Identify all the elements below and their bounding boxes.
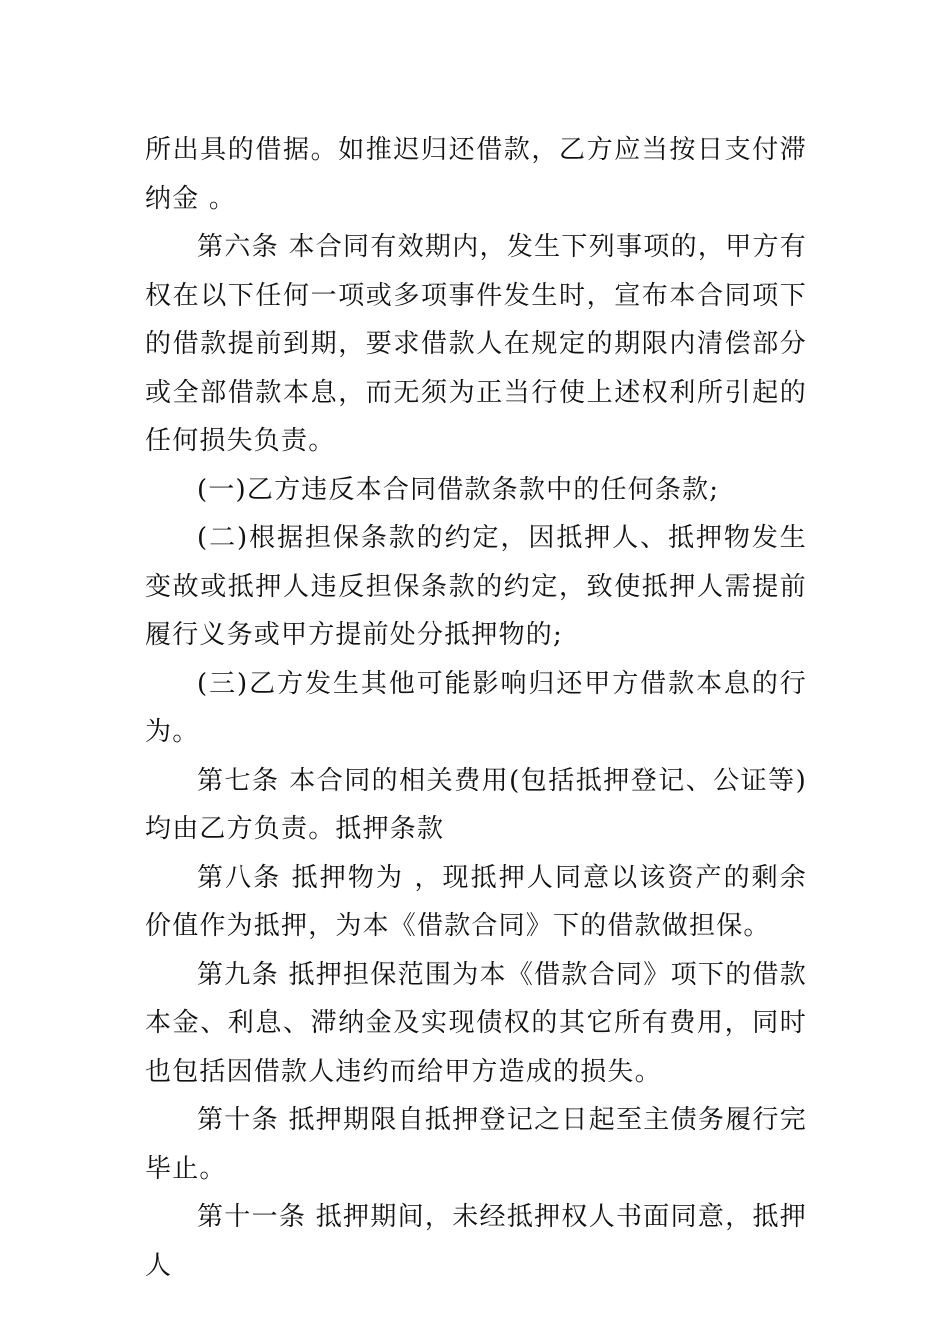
paragraph-article-11: 第十一条 抵押期间，未经抵押权人书面同意，抵押人	[145, 1202, 807, 1281]
paragraph-article-10: 第十条 抵押期限自抵押登记之日起至主债务履行完毕止。	[145, 1105, 807, 1184]
paragraph-article-8: 第八条 抵押物为 ，现抵押人同意以该资产的剩余价值作为抵押，为本《借款合同》下的借款做担保。	[145, 862, 807, 941]
paragraph-item-1: (一)乙方违反本合同借款条款中的任何条款;	[197, 474, 720, 505]
paragraph-article-6: 第六条 本合同有效期内，发生下列事项的，甲方有权在以下任何一项或多项事件发生时，宣布本合同项下的借款提前到期，要求借款人在规定的期限内清偿部分或全部借款本息，而无须为正当行使上述权利所引起的任何损失负责。	[145, 232, 807, 456]
paragraph-article-7: 第七条 本合同的相关费用(包括抵押登记、公证等)均由乙方负责。抵押条款	[145, 765, 807, 844]
paragraph-item-2: (二)根据担保条款的约定，因抵押人、抵押物发生变故或抵押人违反担保条款的约定，致使抵押人需提前履行义务或甲方提前处分抵押物的;	[145, 523, 807, 650]
paragraph-item-3: (三)乙方发生其他可能影响归还甲方借款本息的行为。	[145, 668, 807, 747]
paragraph-continuation: 所出具的借据。如推迟归还借款，乙方应当按日支付滞纳金 。	[145, 135, 807, 214]
paragraph-article-9: 第九条 抵押担保范围为本《借款合同》项下的借款本金、利息、滞纳金及实现债权的其它所有费用，同时也包括因借款人违约而给甲方造成的损失。	[145, 959, 807, 1087]
document-body	[145, 126, 807, 1290]
